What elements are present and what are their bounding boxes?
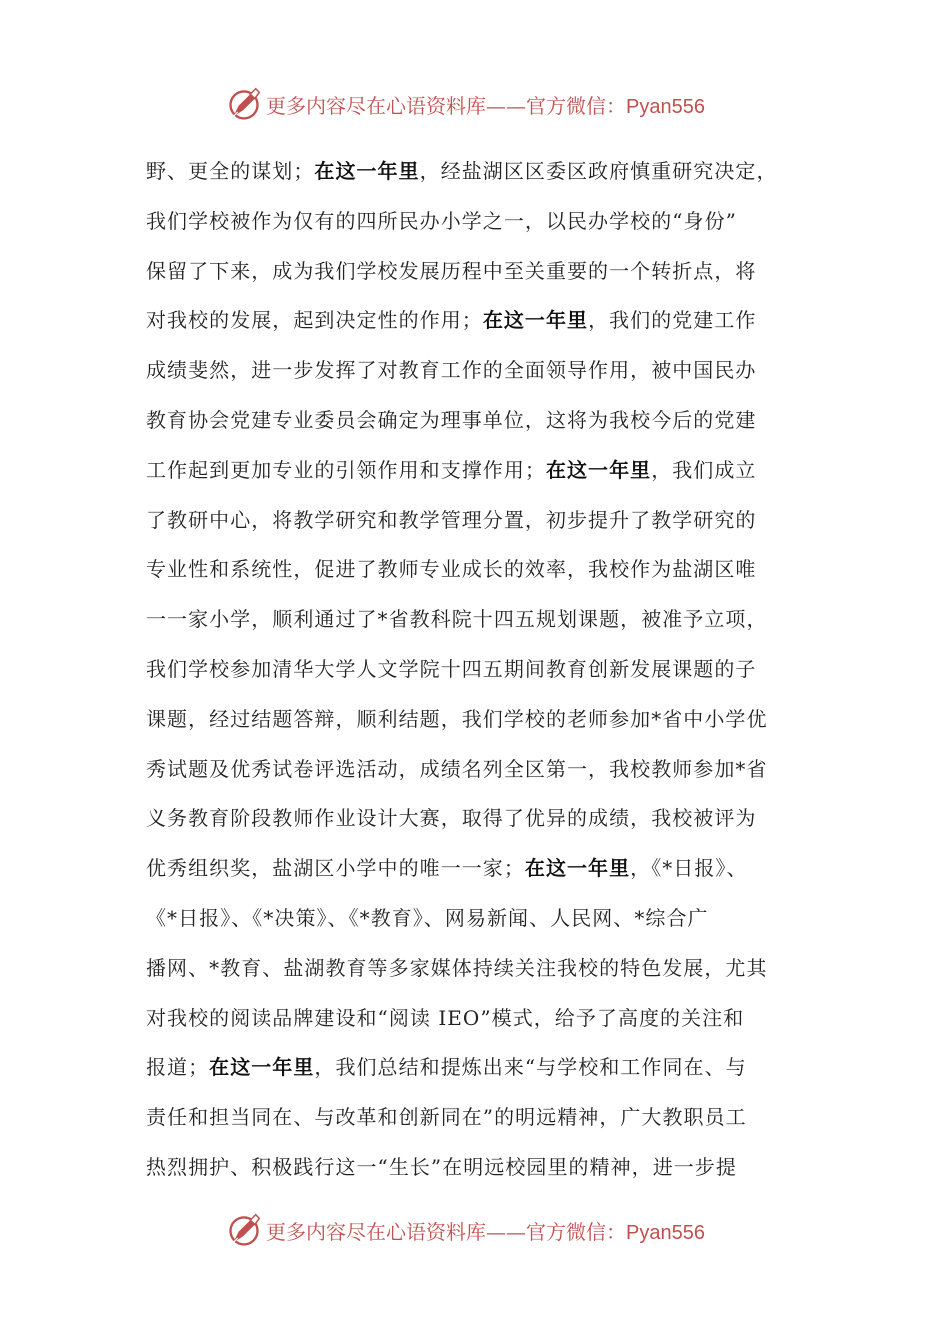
emphasis-text: 在这一年里 [482, 308, 589, 333]
line-text: 专业性和系统性，促进了教师专业成长的效率，我校作为盐湖区唯 [146, 557, 757, 582]
line-text: ，我们成立 [651, 457, 757, 482]
text-line [146, 548, 810, 598]
text-line [146, 797, 810, 847]
footer-banner [226, 1210, 746, 1250]
footer-site-label: 更多内容尽在心语资料库——官方微信： [266, 1219, 626, 1244]
line-text: ，经盐湖区区委区政府慎重研究决定， [419, 159, 778, 183]
line-text: 我们学校参加清华大学人文学院十四五期间教育创新发展课题的子 [146, 656, 757, 681]
line-text: 成绩斐然，进一步发挥了对教育工作的全面领导作用，被中国民办 [146, 358, 757, 383]
header-site-text [266, 90, 705, 119]
line-text: 对我校的发展，起到决定性的作用； [146, 308, 483, 333]
line-text: 野、更全的谋划； [146, 159, 315, 183]
text-line [146, 349, 810, 399]
footer-wechat-id: Pyan556 [626, 1221, 705, 1244]
line-text: 优秀组织奖，盐湖区小学中的唯一一家； [146, 856, 525, 881]
text-line [146, 499, 810, 549]
line-text: 一一家小学，顺利通过了*省教科院十四五规划课题，被准予立项， [146, 607, 768, 632]
line-text: 对我校的阅读品牌建设和“阅读 IEO”模式，给予了高度的关注和 [146, 1005, 745, 1030]
line-text: 义务教育阶段教师作业设计大赛，取得了优异的成绩，我校被评为 [146, 806, 757, 831]
text-line [146, 648, 810, 698]
text-line [146, 748, 810, 798]
text-line [146, 698, 810, 748]
pen-logo-icon [226, 86, 262, 122]
text-line [146, 897, 810, 947]
header-site-label: 更多内容尽在心语资料库——官方微信： [266, 93, 626, 118]
emphasis-text: 在这一年里 [314, 159, 420, 183]
emphasis-text: 在这一年里 [545, 457, 652, 482]
text-line [146, 150, 810, 200]
text-line [146, 947, 810, 997]
text-line [146, 250, 810, 300]
header-wechat-id: Pyan556 [626, 95, 705, 118]
text-line [146, 200, 810, 250]
pen-logo-icon [226, 1212, 262, 1248]
text-line [146, 1146, 810, 1196]
text-line [146, 299, 810, 349]
text-line [146, 399, 810, 449]
footer-site-text [266, 1216, 705, 1245]
text-line [146, 997, 810, 1047]
line-text: ，《*日报》、 [630, 856, 748, 881]
text-line [146, 1096, 810, 1146]
line-text: 我们学校被作为仅有的四所民办小学之一，以民办学校的“身份” [146, 208, 737, 233]
line-text: 秀试题及优秀试卷评选活动，成绩名列全区第一，我校教师参加*省 [146, 756, 768, 781]
line-text: 报道； [146, 1055, 210, 1080]
line-text: 热烈拥护、积极践行这一“生长”在明远校园里的精神，进一步提 [146, 1154, 737, 1179]
line-text: 《*日报》、《*决策》、《*教育》、网易新闻、人民网、*综合广 [146, 905, 709, 930]
line-text: 工作起到更加专业的引领作用和支撑作用； [146, 457, 546, 482]
line-text: 课题，经过结题答辩，顺利结题，我们学校的老师参加*省中小学优 [146, 706, 768, 731]
line-text: 教育协会党建专业委员会确定为理事单位，这将为我校今后的党建 [146, 407, 757, 432]
text-line [146, 449, 810, 499]
header-banner [226, 84, 746, 124]
text-line [146, 1046, 810, 1096]
document-body [146, 150, 810, 1196]
line-text: 播网、*教育、盐湖教育等多家媒体持续关注我校的特色发展，尤其 [146, 955, 768, 980]
text-line [146, 598, 810, 648]
line-text: 保留了下来，成为我们学校发展历程中至关重要的一个转折点，将 [146, 258, 757, 283]
text-line [146, 847, 810, 897]
line-text: 了教研中心，将教学研究和教学管理分置，初步提升了教学研究的 [146, 507, 757, 532]
emphasis-text: 在这一年里 [209, 1055, 315, 1080]
line-text: ，我们的党建工作 [588, 308, 757, 333]
line-text: 责任和担当同在、与改革和创新同在”的明远精神，广大教职员工 [146, 1105, 747, 1130]
line-text: ，我们总结和提炼出来“与学校和工作同在、与 [314, 1055, 747, 1080]
emphasis-text: 在这一年里 [524, 856, 631, 881]
